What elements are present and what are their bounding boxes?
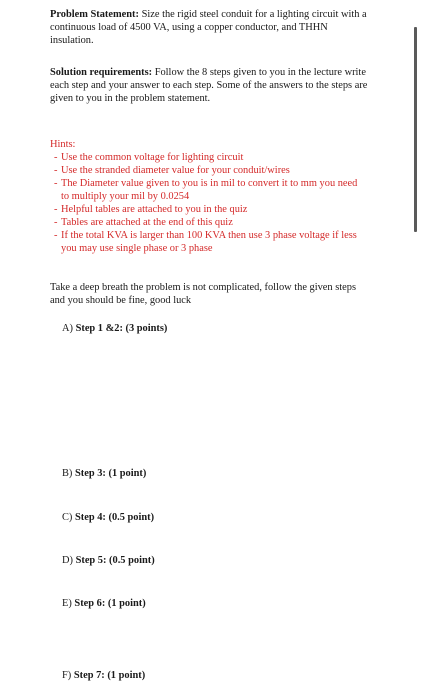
step-letter: D) [62,555,73,566]
closing-note: Take a deep breath the problem is not complicated, follow the given steps and you should be fine, good luck [50,282,356,306]
hints-title: Hints: [50,139,76,150]
step-letter: A) [62,323,73,334]
hint-item: - Use the stranded diameter value for your conduit/wires [54,165,290,176]
step-e [62,597,146,610]
step-letter: C) [62,512,73,523]
step-letter: F) [62,670,72,681]
hints-section [50,138,368,255]
scrollbar[interactable] [414,27,417,232]
step-label: Step 5: (0.5 point) [75,555,155,566]
step-c [62,511,154,524]
step-label: Step 3: (1 point) [75,468,147,479]
problem-text: Size the rigid steel conduit for a lighting circuit with a continuous load of 4500 VA, using a copper conductor, and THHN insulation. [50,9,367,46]
step-label: Step 1 &2: (3 points) [75,323,168,334]
step-letter: E) [62,598,72,609]
step-a [62,322,167,335]
step-label: Step 6: (1 point) [74,598,146,609]
solution-text: Follow the 8 steps given to you in the lecture write each step and your answer to each step. Some of the answers to the steps are given to you in the problem statement. [50,67,368,104]
step-b [62,467,146,480]
step-label: Step 4: (0.5 point) [75,512,155,523]
step-letter: B) [62,468,73,479]
problem-statement [50,8,368,47]
problem-label: Problem Statement: [50,9,139,20]
hints-list [50,151,368,255]
step-f [62,669,145,682]
step-d [62,554,155,567]
hint-item: - The Diameter value given to you is in mil to convert it to mm you need to multiply your mil by 0.0254 [54,178,358,202]
hint-item: - Tables are attached at the end of this quiz [54,217,233,228]
solution-label: Solution requirements: [50,67,153,78]
hint-item: - Use the common voltage for lighting circuit [54,152,244,163]
hint-item: - Helpful tables are attached to you in the quiz [54,204,248,215]
solution-requirements [50,66,368,105]
step-label: Step 7: (1 point) [73,670,146,681]
hint-item: - If the total KVA is larger than 100 KVA then use 3 phase voltage if less you may use single phase or 3 phase [54,230,357,254]
